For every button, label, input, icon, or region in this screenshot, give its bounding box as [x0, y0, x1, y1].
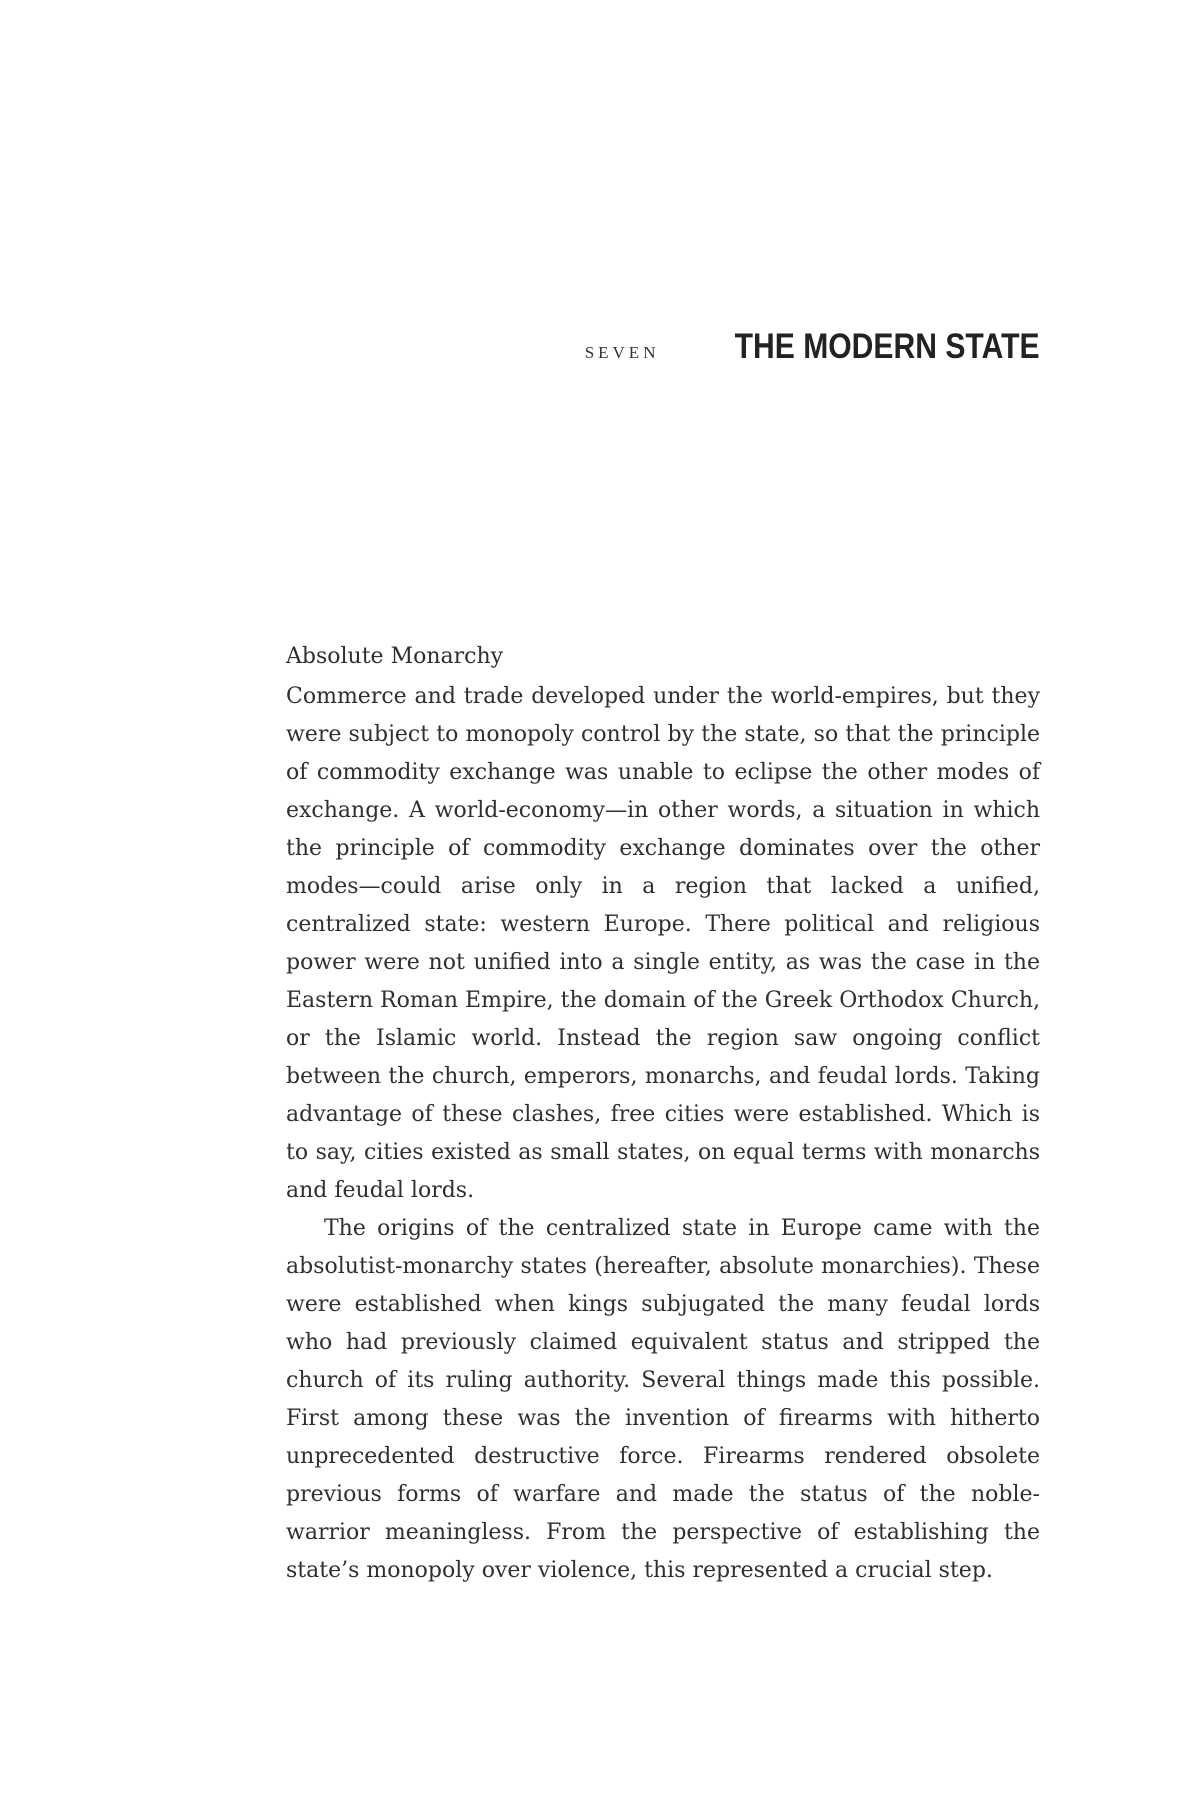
paragraph: The origins of the centralized state in Europe came with the absolutist-monarchy states (hereafter, absolute monarchies). These were established when kings subjugated the many feudal lords who had previously claimed equivalent status and stripped the church of its ruling authority. Several things made this possible. First among these was the invention of firearms with hitherto unprecedented destructive force. Firearms rendered obsolete previous forms of warfare and made the status of the noble-warrior meaningless. From the perspective of establishing the state’s monopoly over violence, this represented a crucial step.: [286, 1216, 1040, 1583]
chapter-title: THE MODERN STATE: [735, 327, 1040, 366]
chapter-header: [585, 327, 1040, 367]
body-text: [286, 638, 1040, 1590]
section-heading: Absolute Monarchy: [286, 644, 504, 669]
paragraph: Commerce and trade developed under the world-empires, but they were subject to monopoly control by the state, so that the principle of commodity exchange was unable to eclipse the other modes of exchange. A world-economy—in other words, a situation in which the principle of commodity exchange dominates over the other modes—could arise only in a region that lacked a unified, centralized state: western Europe. There political and religious power were not unified into a single entity, as was the case in the Eastern Roman Empire, the domain of the Greek Orthodox Church, or the Islamic world. Instead the region saw ongoing conflict between the church, emperors, monarchs, and feudal lords. Taking advantage of these clashes, free cities were established. Which is to say, cities existed as small states, on equal terms with monarchs and feudal lords.: [286, 684, 1040, 1203]
chapter-number: SEVEN: [584, 343, 660, 362]
